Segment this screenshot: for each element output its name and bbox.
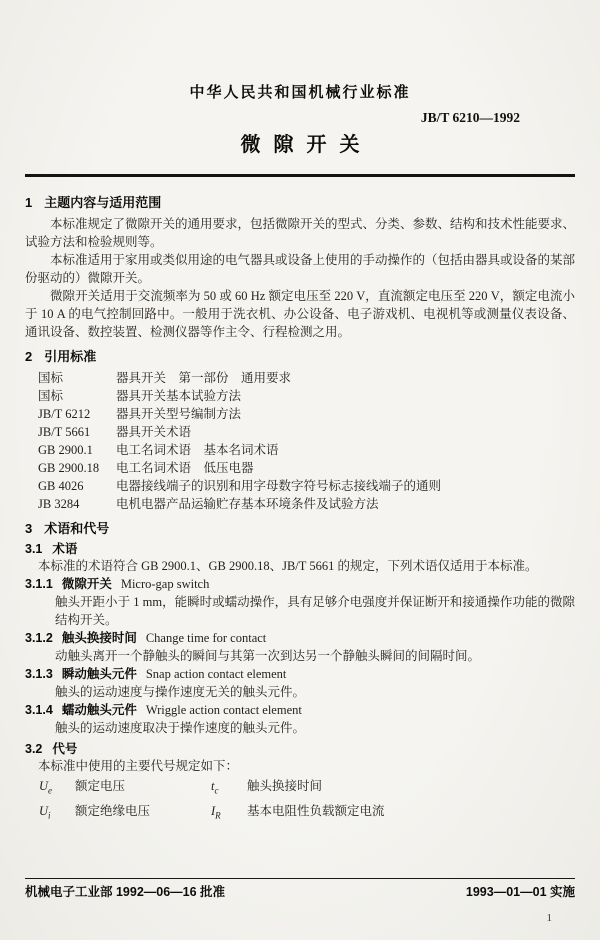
symbol-description: 额定绝缘电压 xyxy=(75,803,151,818)
term-number: 3.1.3 xyxy=(25,667,53,681)
reference-code: 国标 xyxy=(38,371,64,385)
reference-row xyxy=(38,387,575,405)
reference-row xyxy=(38,405,575,423)
subsection-3-2-title: 代号 xyxy=(52,742,78,756)
term-name-en: Snap action contact element xyxy=(145,667,287,681)
section-2-number: 2 xyxy=(25,349,33,364)
symbol-letter: $I_R$ xyxy=(211,803,221,820)
subsection-3-1-intro: 本标准的术语符合 GB 2900.1、GB 2900.18、JB/T 5661 的规定，下列术语仅适用于本标准。 xyxy=(38,559,538,573)
section-references xyxy=(25,349,575,513)
document-title: 微隙开关 xyxy=(240,134,373,156)
term-name-zh: 触头换接时间 xyxy=(61,631,137,645)
section-2-heading xyxy=(25,349,575,365)
term-number: 3.1.4 xyxy=(25,703,53,717)
page-number: 1 xyxy=(546,912,552,924)
symbol-description: 额定电压 xyxy=(75,779,126,793)
paragraph: 本标准规定了微隙开关的通用要求，包括微隙开关的型式、分类、参数、结构和技术性能要求、试验方法和检验规则等。 xyxy=(25,217,576,249)
reference-row xyxy=(38,369,575,387)
section-terms-symbols xyxy=(25,521,575,825)
reference-code: GB 2900.1 xyxy=(38,443,93,457)
term-heading xyxy=(25,575,575,593)
term-body: 动触头离开一个静触头的瞬间与其第一次到达另一个静触头瞬间的间隔时间。 xyxy=(55,649,481,663)
symbol-description: 基本电阻性负载额定电流 xyxy=(247,803,385,818)
reference-title: 电工名词术语 低压电器 xyxy=(116,461,254,475)
section-3-title: 术语和代号 xyxy=(44,521,110,536)
page-content xyxy=(25,0,575,825)
section-1-title: 主题内容与适用范围 xyxy=(44,195,162,210)
section-1-number: 1 xyxy=(25,195,33,210)
footer-approval: 机械电子工业部 1992—06—16 批准 xyxy=(25,885,226,899)
section-2-title: 引用标准 xyxy=(44,349,97,364)
reference-code: JB/T 6212 xyxy=(38,407,91,421)
term-name-en: Change time for contact xyxy=(145,631,267,645)
header-rule xyxy=(25,174,575,177)
reference-row xyxy=(38,495,575,513)
reference-row xyxy=(38,459,575,477)
reference-title: 器具开关术语 xyxy=(116,425,192,439)
subsection-3-2-number: 3.2 xyxy=(25,742,43,756)
term-body: 触头的运动速度与操作速度无关的触头元件。 xyxy=(55,685,306,699)
term-name-zh: 微隙开关 xyxy=(61,577,112,591)
term-definition xyxy=(25,665,575,701)
document-header xyxy=(25,84,575,177)
term-definition xyxy=(25,701,575,737)
term-name-zh: 蠕动触头元件 xyxy=(61,703,137,717)
section-1-heading xyxy=(25,195,575,211)
section-scope xyxy=(25,195,575,341)
paragraph: 本标准适用于家用或类似用途的电气器具或设备上使用的手动操作的（包括由器具或设备的某部份驱动的）微隙开关。 xyxy=(25,253,576,285)
reference-title: 器具开关型号编制方法 xyxy=(116,407,242,421)
reference-title: 电工名词术语 基本名词术语 xyxy=(116,443,279,457)
term-name-en: Micro-gap switch xyxy=(120,577,210,591)
symbols-table xyxy=(39,777,575,825)
standard-number: JB/T 6210—1992 xyxy=(420,110,520,125)
section-1-body xyxy=(25,215,575,341)
symbol-entry xyxy=(39,802,211,826)
reference-code: GB 4026 xyxy=(38,479,84,493)
subsection-3-2-intro: 本标准中使用的主要代号规定如下： xyxy=(38,759,239,773)
reference-title: 器具开关 第一部份 通用要求 xyxy=(116,371,292,385)
document-footer xyxy=(25,878,575,900)
reference-title: 电器接线端子的识别和用字母数字符号标志接线端子的通则 xyxy=(116,479,442,493)
term-heading xyxy=(25,701,575,719)
footer-implementation: 1993—01—01 实施 xyxy=(465,885,575,899)
symbol-letter: $t_c$ xyxy=(211,779,219,796)
symbol-description: 触头换接时间 xyxy=(247,779,323,793)
reference-code: JB/T 5661 xyxy=(38,425,91,439)
symbol-entry xyxy=(211,802,575,826)
reference-row xyxy=(38,423,575,441)
reference-row xyxy=(38,477,575,495)
term-name-en: Wriggle action contact element xyxy=(145,703,302,717)
reference-title: 电机电器产品运输贮存基本环境条件及试验方法 xyxy=(116,497,379,511)
subsection-3-1-heading xyxy=(25,541,575,557)
symbol-entry xyxy=(211,777,575,801)
symbol-letter: $U_e$ xyxy=(39,779,53,796)
references-list xyxy=(38,369,575,513)
term-definition xyxy=(25,575,575,629)
subsection-3-2-heading xyxy=(25,741,575,757)
section-3-heading xyxy=(25,521,575,537)
subsection-3-1-number: 3.1 xyxy=(25,542,43,556)
subsection-3-1-title: 术语 xyxy=(52,542,78,556)
reference-code: GB 2900.18 xyxy=(38,461,100,475)
term-definition xyxy=(25,629,575,665)
term-body: 触头的运动速度取决于操作速度的触头元件。 xyxy=(55,721,306,735)
reference-row xyxy=(38,441,575,459)
reference-title: 器具开关基本试验方法 xyxy=(116,389,242,403)
symbol-letter: $U_i$ xyxy=(39,803,51,820)
term-body: 触头开距小于 1 mm，能瞬时或蠕动操作，具有足够介电强度并保证断开和接通操作功能的微隙结构开关。 xyxy=(55,595,575,627)
term-heading xyxy=(25,665,575,683)
standard-org-title: 中华人民共和国机械行业标准 xyxy=(189,84,411,101)
reference-code: 国标 xyxy=(38,389,64,403)
term-heading xyxy=(25,629,575,647)
reference-code: JB 3284 xyxy=(38,497,80,511)
symbol-entry xyxy=(39,777,211,801)
term-number: 3.1.2 xyxy=(25,631,53,645)
term-number: 3.1.1 xyxy=(25,577,53,591)
paragraph: 微隙开关适用于交流频率为 50 或 60 Hz 额定电压至 220 V，直流额定电压至 220 V，额定电流小于 10 A 的电气控制回路中。一般用于洗衣机、办公设备、电子游戏机、电视机等或测量仪表设备、通讯设备、数控装置、检测仪器等作主令、行程检测之用。 xyxy=(25,289,575,339)
section-3-number: 3 xyxy=(25,521,33,536)
term-name-zh: 瞬动触头元件 xyxy=(61,667,137,681)
